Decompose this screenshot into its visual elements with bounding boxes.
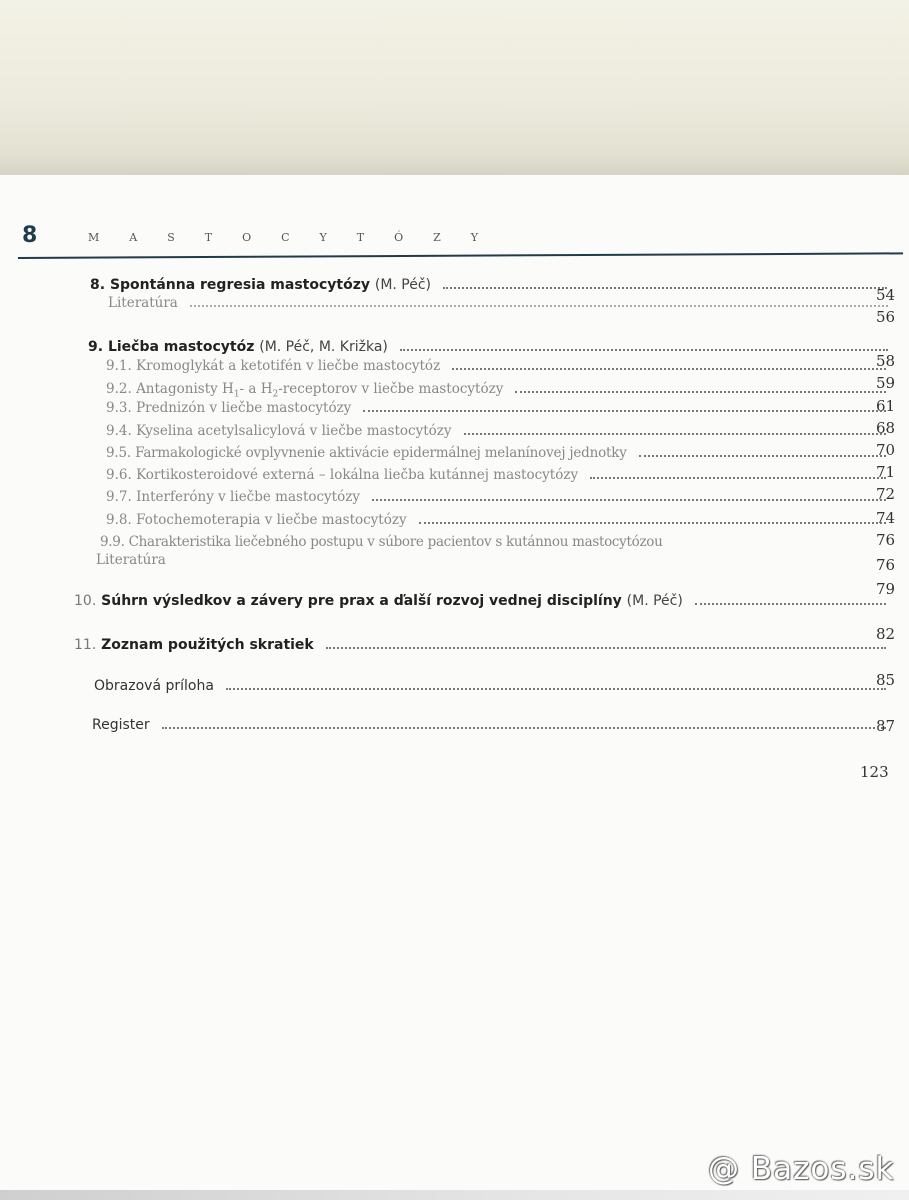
toc-entry-9-9 (100, 534, 896, 554)
toc-page-number: 70 (876, 441, 896, 459)
leader-dots (372, 498, 886, 501)
header-rule (18, 252, 903, 259)
toc-page-number: 68 (876, 419, 896, 437)
toc-entry-title: 9.8. Fotochemoterapia v liečbe mastocytózy (106, 512, 407, 528)
toc-page-number: 58 (876, 352, 896, 370)
toc-page-number: 79 (876, 580, 896, 598)
running-head: MASTOCYTÓZY (88, 231, 509, 244)
leader-dots (162, 726, 886, 729)
toc-page-number: 74 (876, 509, 896, 527)
toc-entry-title: 9.4. Kyselina acetylsalicylová v liečbe mastocytózy (106, 423, 452, 439)
leader-dots (639, 454, 886, 457)
leader-dots (363, 409, 886, 412)
toc-entry-title: 9.2. Antagonisty $H_1-$ a $H_2$-receptorov v liečbe mastocytózy (106, 381, 504, 400)
toc-entry-9-2 (106, 381, 896, 401)
toc-page-number: 76 (876, 556, 896, 574)
toc-entry-title: 8. Spontánna regresia mastocytózy (M. Péč) (90, 277, 432, 293)
leader-dots (590, 476, 886, 479)
leader-dots (464, 432, 886, 435)
leader-dots (190, 304, 888, 307)
leader-dots (443, 286, 887, 289)
toc-entry-9-6 (106, 467, 896, 487)
toc-entry-title: 9.9. Charakteristika liečebného postupu v súbore pacientov s kutánnou mastocytózou (100, 534, 663, 550)
toc-entry-chapter-9 (88, 339, 898, 359)
toc-entry-9-3 (106, 400, 896, 420)
leader-dots (695, 602, 886, 605)
toc-entry-title: 9.6. Kortikosteroidové externá – lokálna liečba kutánnej mastocytózy (106, 467, 579, 483)
toc-page-number: 76 (876, 531, 896, 549)
toc-entry-title: 9.5. Farmakologické ovplyvnenie aktivácie epidermálnej melanínovej jednotky (106, 445, 627, 461)
page-number: 8 (22, 223, 38, 248)
leader-dots (226, 687, 886, 690)
toc-entry-9-5 (106, 445, 896, 465)
toc-entry-title: Register (92, 717, 150, 733)
toc-page-number: 87 (876, 717, 896, 735)
toc-entry-chapter-11 (74, 637, 896, 657)
toc-page-number: 85 (876, 671, 896, 689)
toc-page-number: 61 (876, 397, 896, 415)
toc-entry-title: 9.3. Prednizón v liečbe mastocytózy (106, 400, 352, 416)
toc-entry-title: 10. Súhrn výsledkov a závery pre prax a ďalší rozvoj vednej disciplíny (M. Péč) (74, 593, 683, 609)
toc-entry-9-8 (106, 512, 896, 532)
toc-entry-title: Literatúra (96, 552, 166, 568)
toc-page-number: 123 (860, 763, 889, 781)
toc-entry-chapter-10 (74, 593, 896, 613)
toc-entry-title: 9.1. Kromoglykát a ketotifén v liečbe mastocytóz (106, 358, 441, 374)
toc-entry-9-7 (106, 489, 896, 509)
toc-entry-title: Obrazová príloha (94, 678, 214, 694)
toc-entry-title: 11. Zoznam použitých skratiek (74, 637, 314, 653)
leader-dots (515, 390, 886, 393)
toc-page-number: 82 (876, 625, 896, 643)
book-page (0, 175, 909, 1200)
toc-page-number: 56 (876, 308, 896, 326)
toc-entry-9-1 (106, 358, 896, 378)
toc-entry-literatura-9 (96, 552, 886, 572)
toc-entry-9-4 (106, 423, 896, 443)
toc-entry-title: 9. Liečba mastocytóz (M. Péč, M. Križka) (88, 339, 388, 355)
toc-entry-register (92, 717, 896, 737)
toc-entry-literatura-8 (108, 295, 898, 315)
leader-dots (452, 367, 886, 370)
background-above-page (0, 0, 909, 178)
toc-page-number: 71 (876, 463, 896, 481)
toc-entry-chapter-8 (90, 277, 897, 297)
toc-entry-obrazova-priloha (94, 678, 896, 698)
leader-dots (400, 348, 888, 351)
toc-entry-title: Literatúra (108, 295, 178, 311)
watermark-logo: @ Bazos.sk (708, 1151, 895, 1187)
toc-page-number: 72 (876, 485, 896, 503)
page-bottom-edge (0, 1190, 909, 1200)
toc-entry-title: 9.7. Interferóny v liečbe mastocytózy (106, 489, 360, 505)
toc-page-number: 54 (876, 286, 896, 304)
leader-dots (419, 521, 886, 524)
leader-dots (326, 646, 886, 649)
toc-page-number: 59 (876, 374, 896, 392)
